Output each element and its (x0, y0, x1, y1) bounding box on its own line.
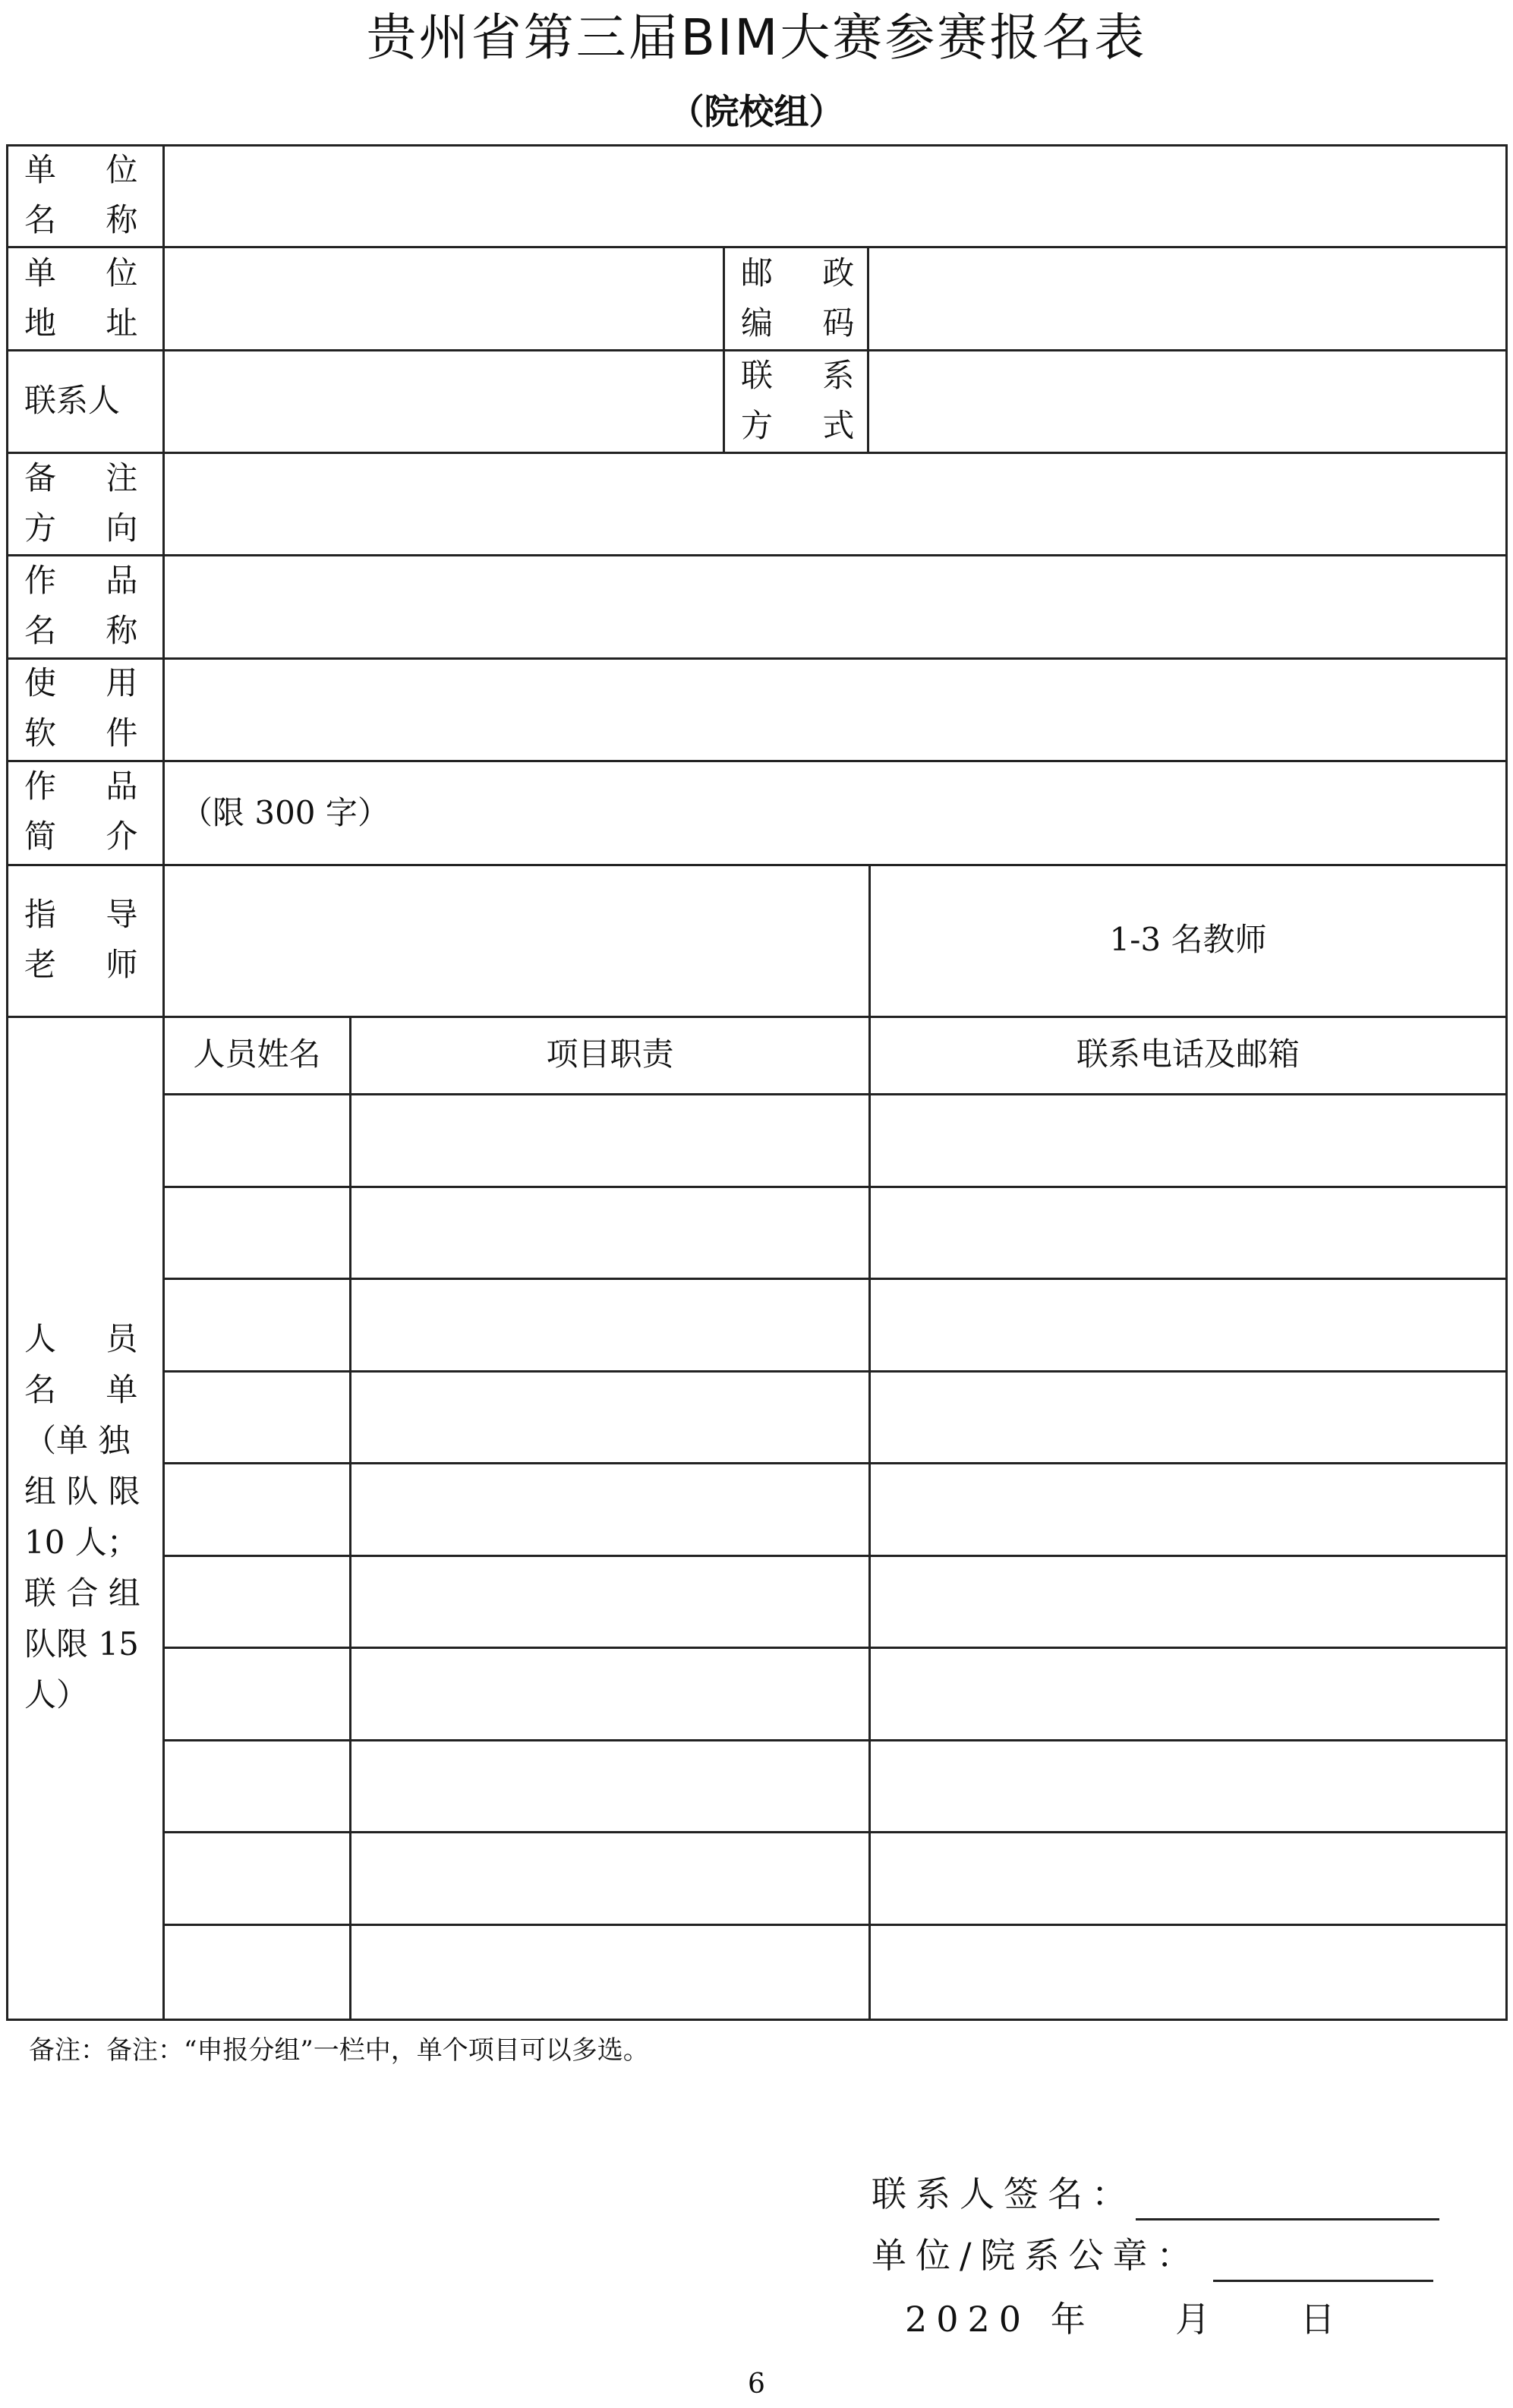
member-contact-cell[interactable] (871, 1188, 1505, 1278)
table-border-bottom (6, 2019, 1508, 2021)
member-role-cell[interactable] (351, 1281, 868, 1371)
member-contact-cell[interactable] (871, 1281, 1505, 1371)
direction-label: 备 注 方 向 (24, 459, 158, 547)
header-project-role: 项目职责 (546, 1035, 674, 1073)
advisor-label: 指 导 老 师 (24, 896, 158, 983)
unit-address-label: 单 位 地 址 (24, 254, 158, 342)
direction-field[interactable] (165, 454, 1505, 554)
member-name-cell[interactable] (165, 1466, 349, 1556)
member-contact-cell[interactable] (871, 1559, 1505, 1649)
members-label: 人 员 名 单 （单 独 组 队 限 10 人； 联 合 组 队限 15 人） (24, 1320, 158, 1713)
form-title: 贵州省第三届BIM大赛参赛报名表 (366, 8, 1147, 67)
member-name-cell[interactable] (165, 1743, 349, 1833)
member-role-cell[interactable] (351, 1743, 868, 1833)
date-line: 2020 年 月 日 (905, 2299, 1344, 2340)
member-contact-cell[interactable] (871, 1928, 1505, 2019)
member-name-cell[interactable] (165, 1188, 349, 1278)
row-divider (6, 1016, 1508, 1018)
member-contact-cell[interactable] (871, 1743, 1505, 1833)
member-role-cell[interactable] (351, 1373, 868, 1464)
footnote: 备注：备注：“申报分组”一栏中，单个项目可以多选。 (29, 2035, 649, 2066)
work-intro-field[interactable] (165, 762, 1505, 864)
work-name-label: 作 品 名 称 (24, 562, 158, 649)
work-intro-hint: （限 300 字） (181, 794, 389, 831)
page-number: 6 (748, 2369, 765, 2400)
member-name-cell[interactable] (165, 1836, 349, 1926)
work-intro-label: 作 品 简 介 (24, 767, 158, 855)
member-name-cell[interactable] (165, 1095, 349, 1186)
contact-person-label: 联系人 (24, 382, 121, 419)
member-role-cell[interactable] (351, 1188, 868, 1278)
contact-signature-field[interactable] (1136, 2180, 1439, 2220)
member-contact-cell[interactable] (871, 1836, 1505, 1926)
member-role-cell[interactable] (351, 1928, 868, 2019)
postal-code-field[interactable] (869, 248, 1505, 349)
table-border-left (6, 144, 8, 2021)
unit-address-field[interactable] (165, 248, 723, 349)
work-name-field[interactable] (165, 556, 1505, 657)
header-member-name: 人员姓名 (193, 1035, 321, 1073)
contact-method-label: 联 系 方 式 (741, 357, 875, 444)
member-contact-cell[interactable] (871, 1095, 1505, 1186)
member-name-cell[interactable] (165, 1373, 349, 1464)
member-name-cell[interactable] (165, 1650, 349, 1741)
member-role-cell[interactable] (351, 1836, 868, 1926)
software-field[interactable] (165, 660, 1505, 760)
contact-signature-line (872, 2167, 1439, 2220)
unit-name-label: 单 位 名 称 (24, 151, 158, 238)
software-label: 使 用 软 件 (24, 664, 158, 752)
unit-seal-field[interactable] (1213, 2242, 1433, 2282)
unit-seal-label: 单位/院系公章： (872, 2235, 1201, 2276)
member-name-cell[interactable] (165, 1928, 349, 2019)
advisor-hint: 1-3 名教师 (1109, 921, 1267, 958)
header-contact-info: 联系电话及邮箱 (1076, 1035, 1300, 1073)
member-name-cell[interactable] (165, 1281, 349, 1371)
unit-seal-line (872, 2229, 1433, 2282)
member-role-cell[interactable] (351, 1095, 868, 1186)
registration-table (6, 144, 1508, 2021)
member-contact-cell[interactable] (871, 1650, 1505, 1741)
contact-signature-label: 联系人签名： (872, 2173, 1136, 2214)
form-subtitle: （院校组） (669, 91, 844, 132)
unit-name-field[interactable] (165, 147, 1505, 246)
contact-person-field[interactable] (165, 351, 723, 452)
member-role-cell[interactable] (351, 1559, 868, 1649)
member-role-cell[interactable] (351, 1466, 868, 1556)
member-role-cell[interactable] (351, 1650, 868, 1741)
postal-code-label: 邮 政 编 码 (741, 254, 875, 342)
member-contact-cell[interactable] (871, 1466, 1505, 1556)
contact-method-field[interactable] (869, 351, 1505, 452)
mid-column-divider (723, 246, 725, 452)
advisor-field[interactable] (165, 866, 868, 1016)
member-name-cell[interactable] (165, 1559, 349, 1649)
member-contact-cell[interactable] (871, 1373, 1505, 1464)
